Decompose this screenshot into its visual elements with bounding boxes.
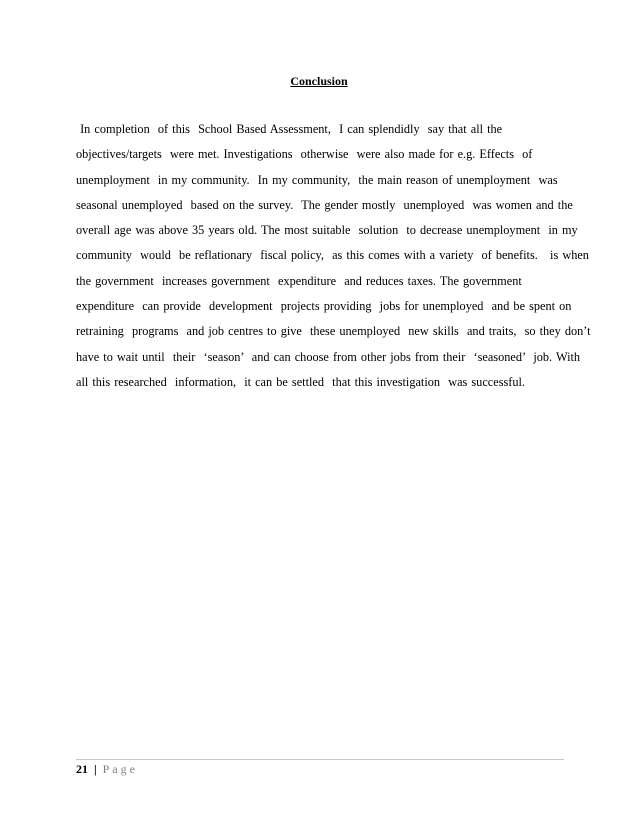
paragraph-line: have to wait until their ‘season’ and can choose from other jobs from their ‘seasoned’ job. With [76, 349, 581, 364]
paragraph-line: unemployment in my community. In my community, the main reason of unemployment was [76, 172, 558, 187]
paragraph-line: community would be reflationary fiscal policy, as this comes with a variety of benefits. is when [76, 248, 589, 263]
paragraph-line: objectives/targets were met. Investigations otherwise were also made for e.g. Effects of [76, 147, 533, 162]
page-number: 21 [76, 762, 88, 776]
page-label: Page [102, 762, 138, 776]
paragraph-line: expenditure can provide development projects providing jobs for unemployed and be spent on [76, 299, 572, 314]
paragraph-line: the government increases government expenditure and reduces taxes. The government [76, 273, 522, 288]
footer-divider [76, 759, 564, 760]
paragraph-line: In completion of this School Based Assessment, I can splendidly say that all the [76, 122, 503, 136]
paragraph-line: all this researched information, it can be settled that this investigation was successful. [76, 374, 526, 389]
page-footer [76, 762, 138, 777]
paragraph-line: retraining programs and job centres to give these unemployed new skills and traits, so they don’t [76, 324, 591, 339]
section-heading: Conclusion [290, 74, 348, 88]
paragraph-line: overall age was above 35 years old. The most suitable solution to decrease unemployment in my [76, 223, 578, 238]
footer-separator: | [94, 762, 97, 776]
paragraph-line: seasonal unemployed based on the survey. The gender mostly unemployed was women and the [76, 197, 573, 212]
conclusion-paragraph [76, 117, 591, 395]
